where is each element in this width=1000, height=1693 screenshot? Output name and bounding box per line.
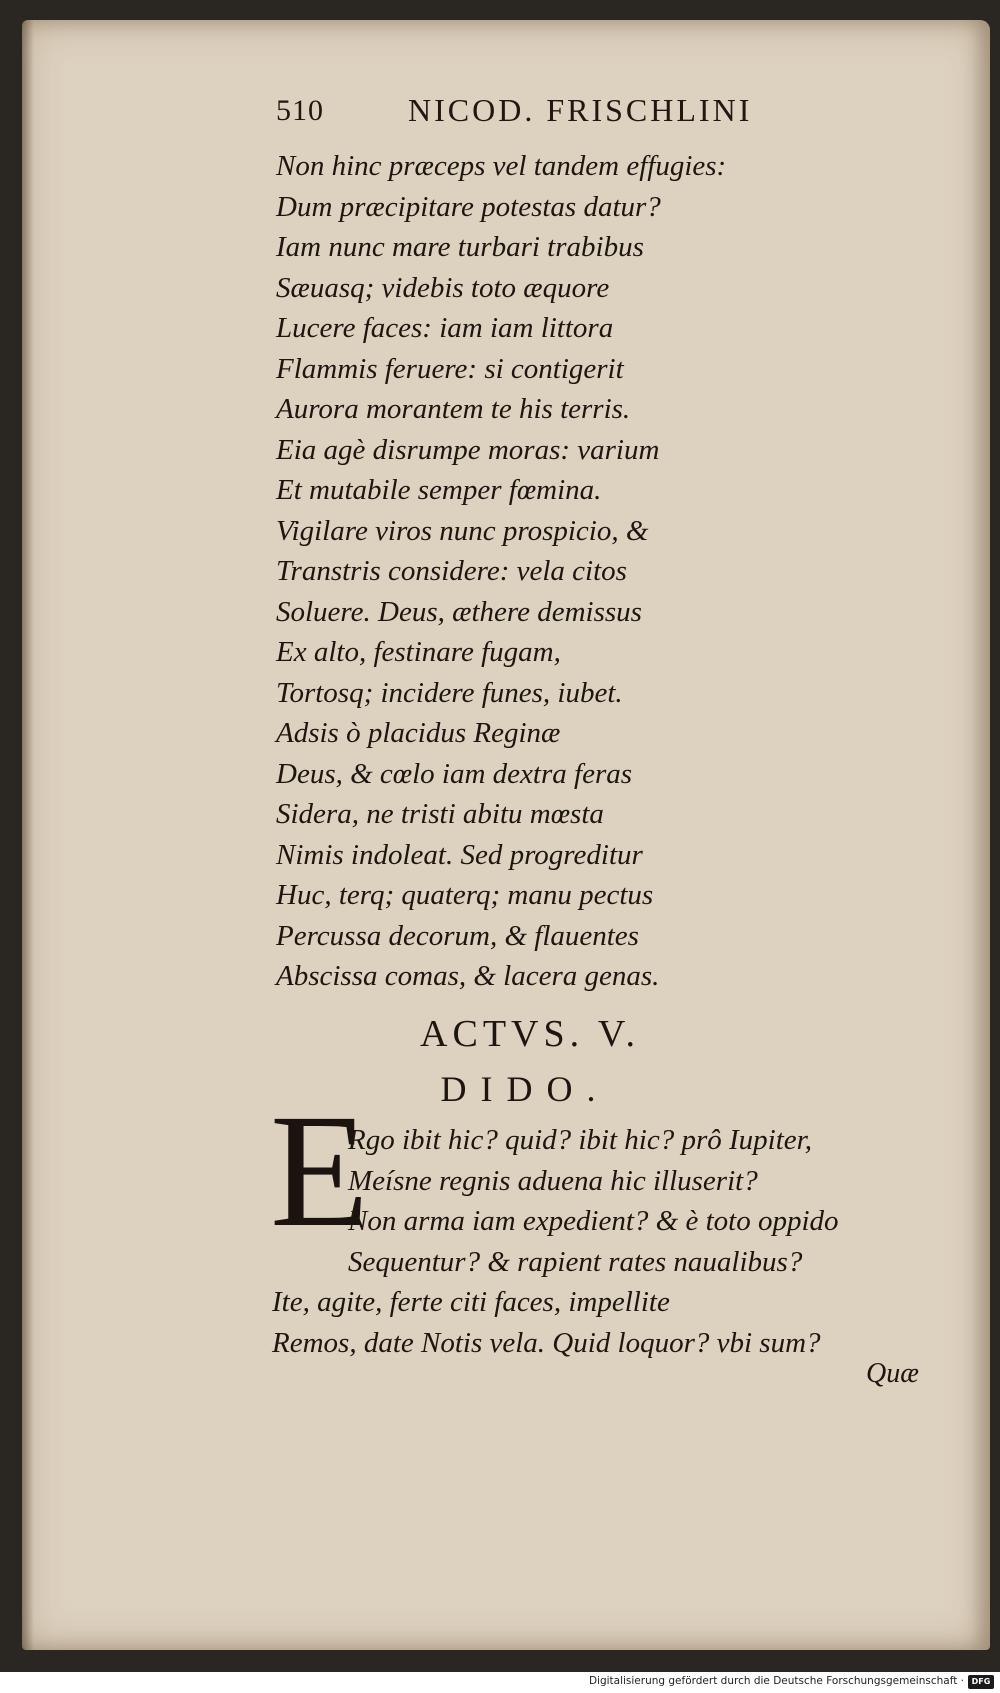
verse-line: Adsis ò placidus Reginæ	[276, 717, 561, 749]
act-verse-line: Remos, date Notis vela. Quid loquor? vbi sum?	[272, 1326, 821, 1359]
verse-line: Transtris considere: vela citos	[276, 555, 627, 587]
dfg-logo: DFG	[968, 1675, 994, 1689]
act-verse-line: Rgo ibit hic? quid? ibit hic? prô Iupiter,	[348, 1124, 812, 1156]
verse-line: Ex alto, festinare fugam,	[276, 636, 561, 668]
act-verse-line: Ite, agite, ferte citi faces, impellite	[272, 1286, 670, 1318]
verse-line: Soluere. Deus, æthere demissus	[276, 595, 642, 628]
act-verse-line: Non arma iam expedient? & è toto oppido	[348, 1205, 839, 1237]
verse-line: Percussa decorum, & flauentes	[276, 919, 639, 952]
verse-line: Iam nunc mare turbari trabibus	[276, 231, 644, 263]
verse-line: Abscissa comas, & lacera genas.	[276, 960, 660, 992]
verse-line: Flammis feruere: si contigerit	[276, 352, 624, 385]
verse-line: Nimis indoleat. Sed progreditur	[276, 838, 643, 871]
verse-line: Huc, terq; quaterq; manu pectus	[276, 879, 654, 911]
verse-line: Aurora morantem te his terris.	[276, 393, 631, 425]
verse-line: Sæuasq; videbis toto æquore	[276, 271, 610, 304]
running-head: NICOD. FRISCHLINI	[408, 92, 753, 128]
footer-credit: Digitalisierung gefördert durch die Deutsche Forschungsgemeinschaft ·	[588, 1675, 964, 1687]
verse-line: Et mutabile semper fœmina.	[276, 474, 602, 506]
verse-line: Tortosq; incidere funes, iubet.	[276, 676, 623, 709]
verse-line: Dum præcipitare potestas datur?	[276, 190, 661, 223]
speaker-heading: DIDO.	[440, 1069, 610, 1109]
verse-line: Lucere faces: iam iam littora	[276, 312, 614, 344]
verse-line: Sidera, ne tristi abitu mœsta	[276, 798, 604, 830]
drop-cap: E	[270, 1082, 369, 1261]
page-number: 510	[276, 94, 324, 127]
verse-line: Vigilare viros nunc prospicio, &	[276, 514, 649, 547]
footer-bar	[0, 1672, 1000, 1693]
act-verse-line: Sequentur? & rapient rates naualibus?	[348, 1245, 803, 1278]
act-heading: ACTVS. V.	[420, 1013, 640, 1055]
act-verse-line: Meísne regnis aduena hic illuserit?	[348, 1164, 758, 1197]
verse-block	[276, 146, 726, 997]
verse-line: Deus, & cœlo iam dextra feras	[276, 757, 633, 790]
page-header	[276, 92, 816, 142]
act-verse-block	[272, 1120, 839, 1363]
verse-line: Eia agè disrumpe moras: varium	[276, 433, 660, 466]
verse-line: Non hinc præceps vel tandem effugies:	[276, 150, 727, 182]
catchword: Quæ	[866, 1358, 919, 1389]
